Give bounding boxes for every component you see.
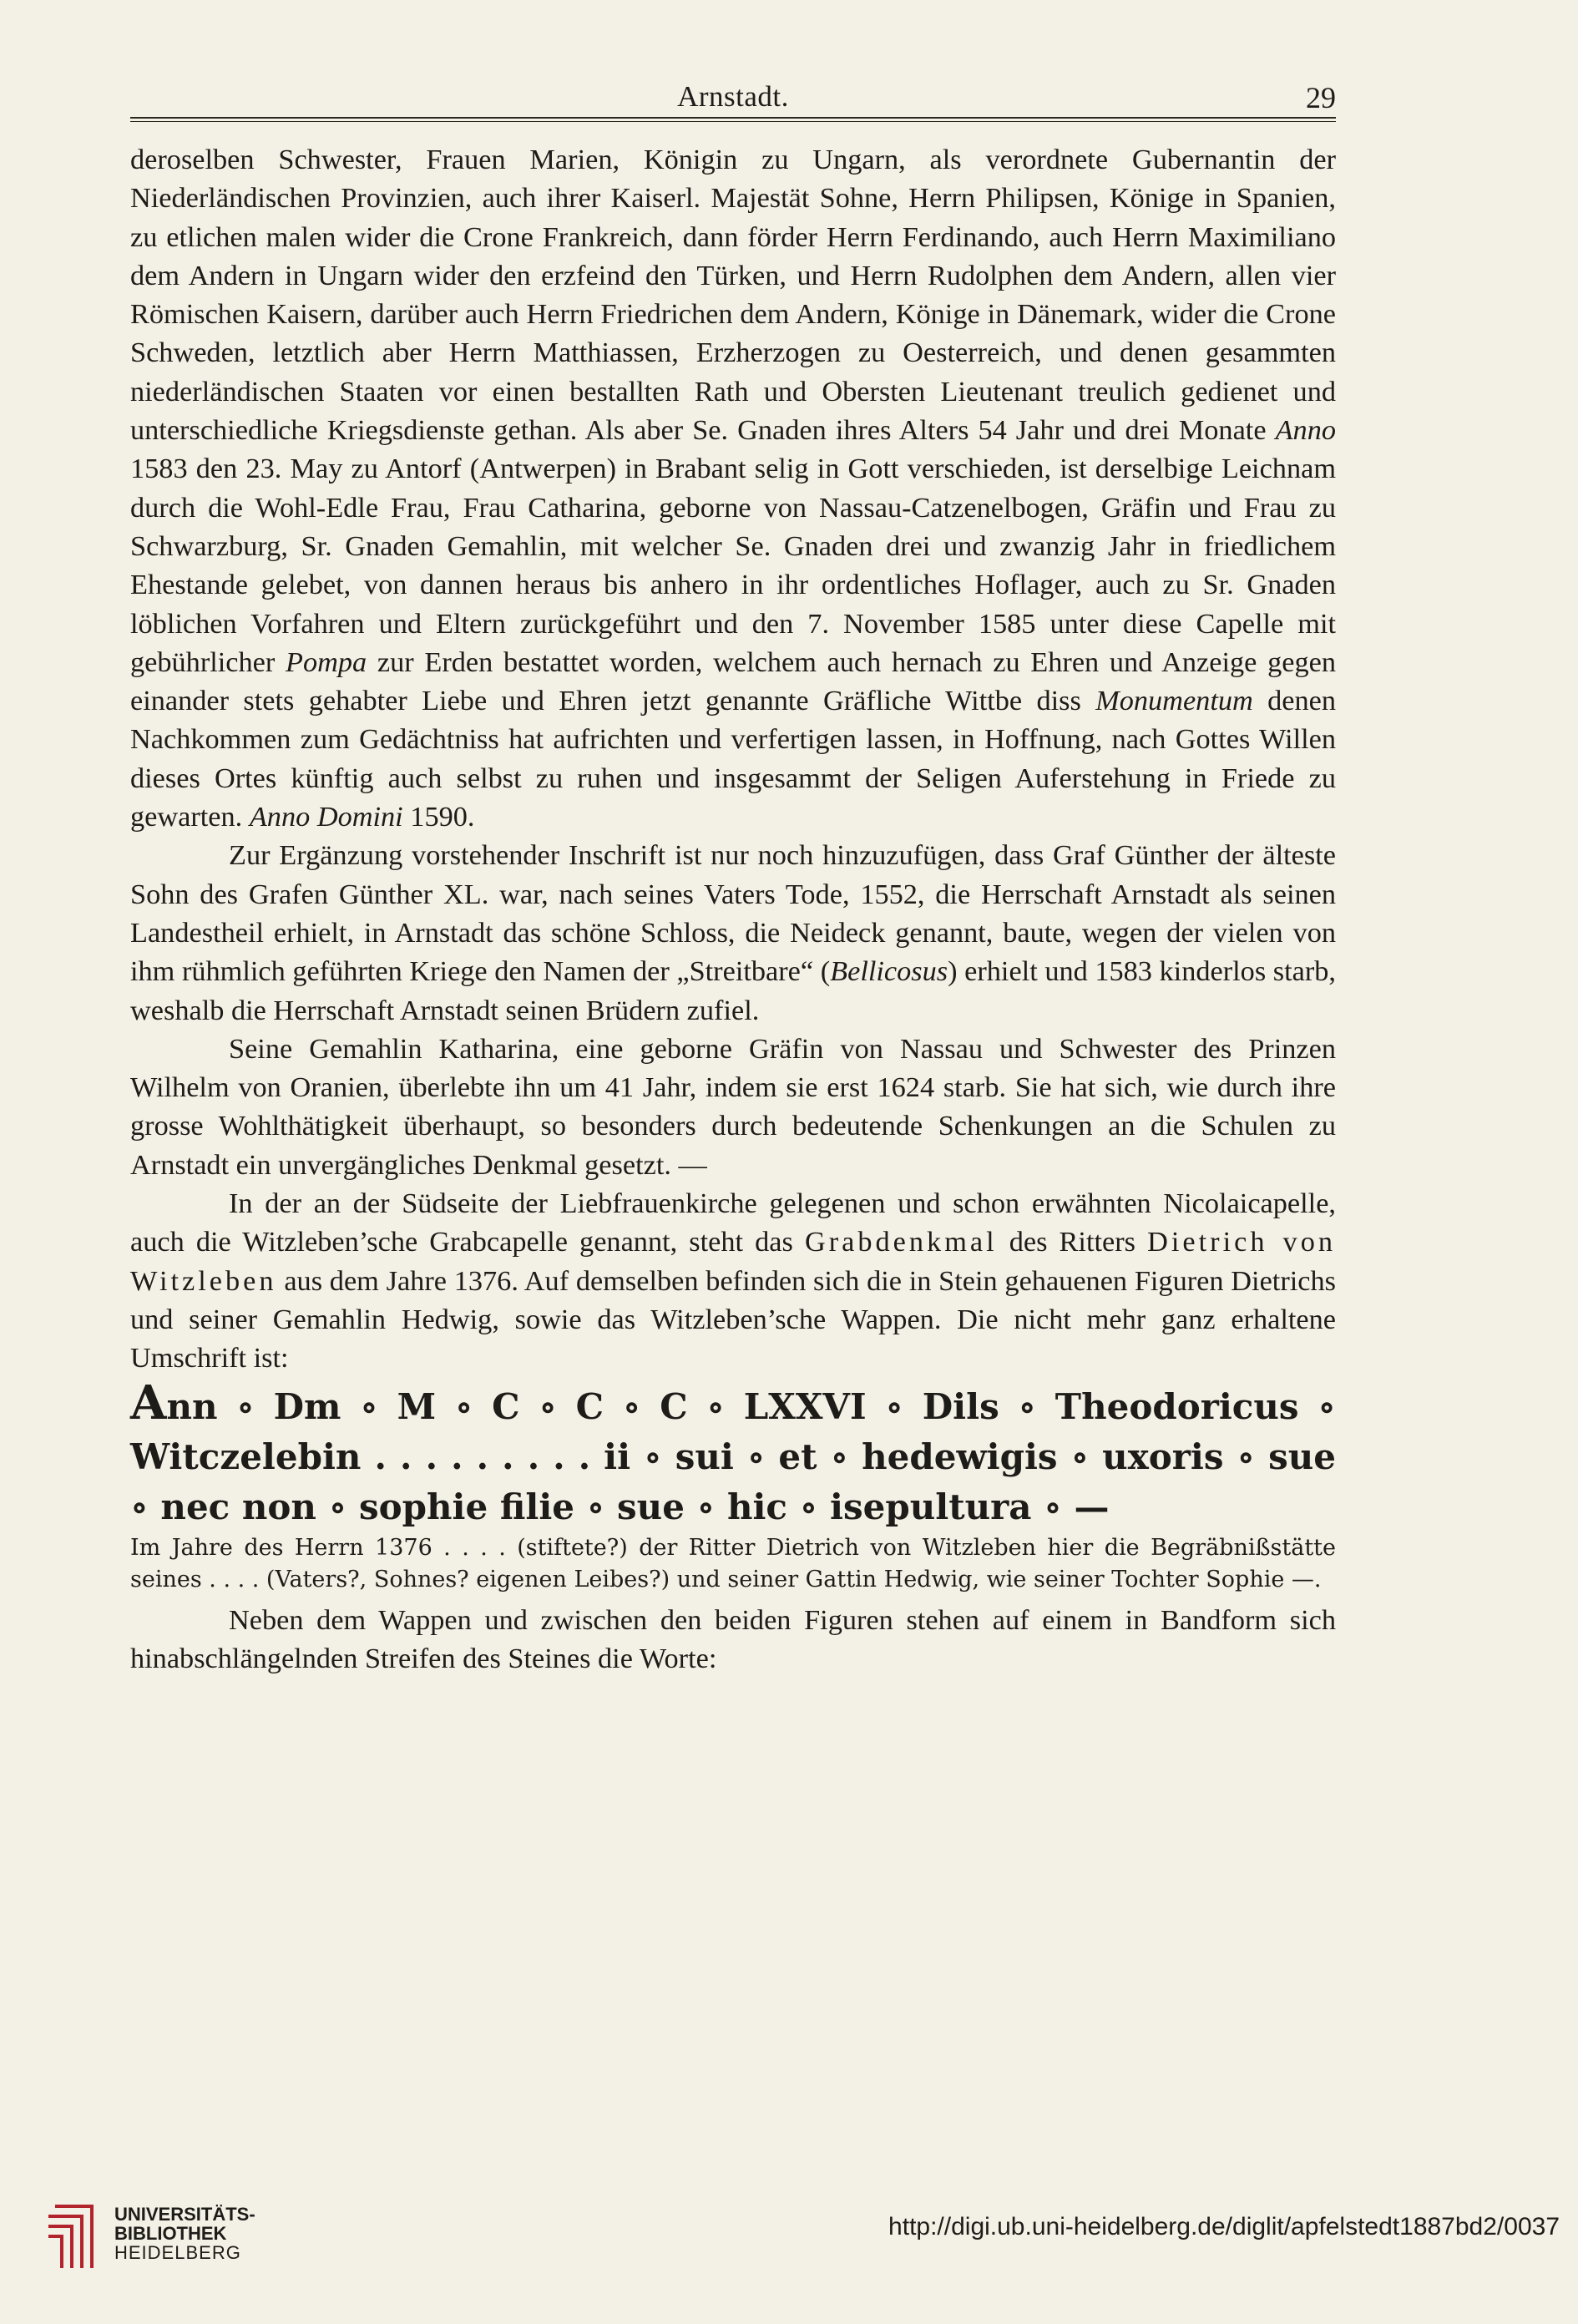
source-url-link[interactable]: http://digi.ub.uni-heidelberg.de/diglit/apfelstedt1887bd2/0037 — [888, 2213, 1560, 2240]
library-logo-icon — [43, 2201, 99, 2273]
inscription — [130, 1375, 1336, 1532]
spaced-term: Dietrich von Witzleben — [130, 1226, 1336, 1297]
library-name-line: UNIVERSITÄTS- — [114, 2204, 255, 2225]
italic-term: Anno Domini — [249, 801, 403, 833]
header-rule — [130, 117, 1336, 122]
paragraph — [130, 1184, 1336, 1377]
inscription-translation: Im Jahre des Herrn 1376 . . . . (stiftete?) der Ritter Dietrich von Witzleben hier die Begräbnißstätte seines . . . . (Vaters?, Sohnes? eigenen Leibes?) und seiner Gattin Hedwig, wie seiner Tochter Sophie —. — [130, 1534, 1336, 1592]
page-header — [130, 80, 1336, 122]
text-run: des Ritters — [1009, 1226, 1135, 1258]
text-run: ) erhielt und 1583 kinderlos starb, weshalb die Herrschaft Arnstadt seinen Brüdern zufiel. — [130, 955, 1337, 1026]
text-run: deroselben Schwester, Frauen Marien, Königin zu Ungarn, als verordnete Gubernantin der Niederländischen Provinzien, auch ihrer Kaiserl. Majestät Sohne, Herrn Philipsen, Könige in Spanien, zu etlichen malen wider die Crone Frankreich, dann förder Herrn Ferdinando, auch Herrn Maximiliano dem Andern in Ungarn wider den erzfeind den Türken, und Herrn Rudolphen dem Andern, allen vier Römischen Kaisern, darüber auch Herrn Friedrichen dem Andern, Könige in Dänemark, wider die Crone Schweden, letztlich aber Herrn Matthiassen, Erzherzogen zu Oesterreich, und denen gesammten niederländischen Staaten vor einen bestallten Rath und Obersten Lieutenant treulich gedienet und unterschiedliche Kriegsdienste gethan. Als aber Se. Gnaden ihres Alters 54 Jahr und drei Monate — [130, 144, 1336, 447]
library-name-line: BIBLIOTHEK — [114, 2223, 227, 2244]
paragraph — [130, 140, 1336, 836]
text-run: In der an der Südseite der Liebfrauenkirche gelegenen und schon erwähnten Nicolaicapelle, auch die Witzleben’sche Grabcapelle genannt, steht das — [130, 1187, 1336, 1258]
italic-term: Bellicosus — [830, 955, 948, 988]
italic-term: Anno — [1275, 414, 1336, 447]
text-run: zur Erden bestattet worden, welchem auch hernach zu Ehren und Anzeige gegen einander stets gehabter Liebe und Ehren jetzt genannte Gräfliche Wittbe diss — [130, 646, 1336, 717]
text-run: denen Nachkommen zum Gedächtniss hat aufrichten und verfertigen lassen, in Hoffnung, nach Gottes Willen dieses Ortes künftig auch selbst zu ruhen und insgesammt der Seligen Auferstehung in Friede zu gewarten. — [130, 685, 1337, 833]
library-name — [114, 2205, 255, 2262]
inscription-text: nn ∘ Dm ∘ M ∘ C ∘ C ∘ C ∘ LXXVI ∘ Dils ∘ Theodoricus ∘ Witczelebin . . . . . . . . . ii ∘ sui ∘ et ∘ hedewigis ∘ uxoris ∘ sue ∘ nec non ∘ sophie filie ∘ sue ∘ hic ∘ isepultura ∘ — — [130, 1385, 1336, 1527]
spaced-term: Grabdenkmal — [804, 1226, 998, 1258]
text-run: 1583 den 23. May zu Antorf (Antwerpen) in Brabant selig in Gott verschieden, ist derselbige Leichnam durch die Wohl-Edle Frau, Frau Catharina, geborne von Nassau-Catzenelbogen, Gräfin und Frau zu Schwarzburg, Sr. Gnaden Gemahlin, mit welcher Se. Gnaden drei und zwanzig Jahr in friedlichem Ehestande gelebet, von dannen heraus bis anhero in ihr ordentliches Hoflager, auch zu Sr. Gnaden löblichen Vorfahren und Eltern zurückgeführt und den 7. November 1585 unter diese Capelle mit gebührlicher — [130, 453, 1336, 678]
text-run: 1590. — [410, 801, 475, 833]
italic-term: Pompa — [286, 646, 367, 678]
italic-term: Monumentum — [1095, 685, 1253, 717]
running-title: Arnstadt. — [677, 80, 789, 113]
paragraph — [130, 836, 1336, 1029]
library-name-line: HEIDELBERG — [114, 2242, 241, 2263]
body-text — [130, 140, 1336, 1678]
page-number: 29 — [1306, 81, 1336, 114]
text-run: aus dem Jahre 1376. Auf demselben befinden sich die in Stein gehauenen Figuren Dietrichs und seiner Gemahlin Hedwig, sowie das Witzleben’sche Wappen. Die nicht mehr ganz erhaltene Umschrift ist: — [130, 1264, 1336, 1375]
text-run: Zur Ergänzung vorstehender Inschrift ist nur noch hinzuzufügen, dass Graf Günther der älteste Sohn des Grafen Günther XL. war, nach seines Vaters Tode, 1552, die Herrschaft Arnstadt als seinen Landestheil erhielt, in Arnstadt das schöne Schloss, die Neideck genannt, baute, wegen der vielen von ihm rühmlich geführten Kriege den Namen der „Streitbare“ ( — [130, 839, 1336, 988]
inscription-initial: A — [130, 1375, 167, 1430]
paragraph: Neben dem Wappen und zwischen den beiden Figuren stehen auf einem in Bandform sich hinabschlängelnden Streifen des Steines die Worte: — [130, 1603, 1336, 1674]
paragraph: Seine Gemahlin Katharina, eine geborne Gräfin von Nassau und Schwester des Prinzen Wilhelm von Oranien, überlebte ihn um 41 Jahr, indem sie erst 1624 starb. Sie hat sich, wie durch ihre grosse Wohlthätigkeit überhaupt, so besonders durch bedeutende Schenkungen an die Schulen zu Arnstadt ein unvergängliches Denkmal gesetzt. — — [130, 1032, 1336, 1181]
